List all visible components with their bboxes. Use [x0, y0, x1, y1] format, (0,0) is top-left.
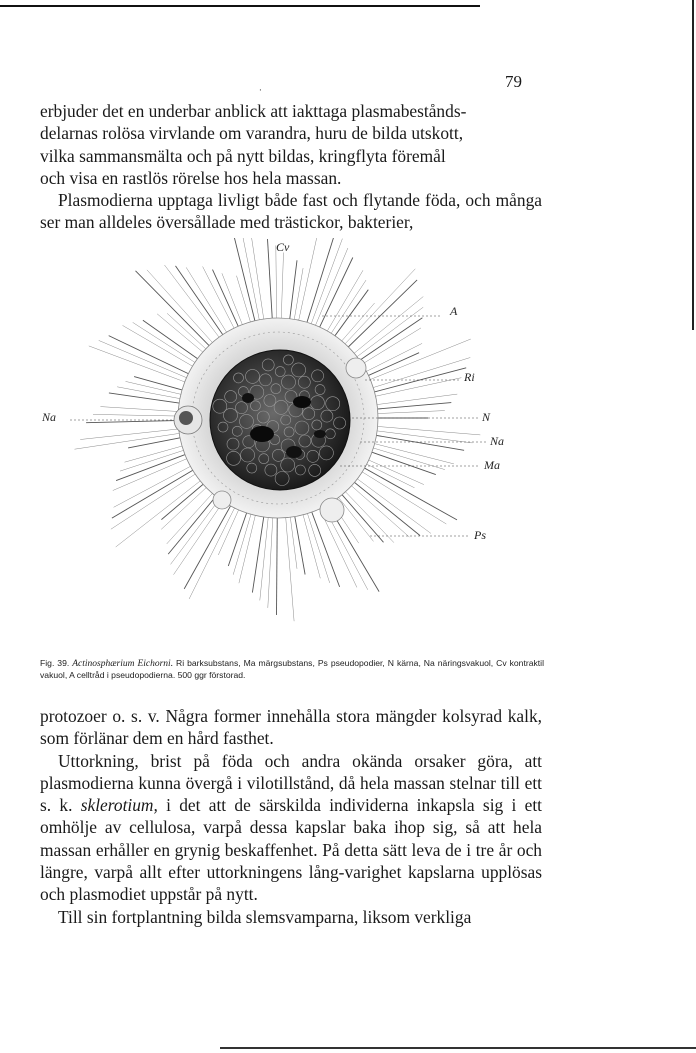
pseudopodium [340, 486, 394, 543]
text-line: vilka sammansmälta och på nytt bildas, kringflyta föremål [40, 145, 446, 166]
paragraph-text: Uttorkning, brist på föda och andra okända orsaker göra, att plasmodierna kunna övergå i vilotillstånd, då hela massan stelnar till ett s. k. [40, 750, 542, 816]
pseudopodium [213, 270, 242, 334]
pseudopodium [147, 270, 218, 349]
label-ri: Ri [464, 370, 475, 384]
label-a: A [450, 304, 458, 318]
pseudopodium [80, 428, 186, 439]
bottom-edge-rule [220, 1047, 696, 1049]
nucleus [250, 426, 274, 442]
label-ps: Ps [474, 528, 486, 542]
paragraph-text: i det att de särskilda individerna inkapsla sig i ett omhölje av cellulosa, varpå dessa kapslar baka ihop sig, så att hela massan erhåller en grynig beskaffenhet. På detta sätt leva de i tre år och längre, varpå allt efter uttorkningens lång-varighet kapslarna upplösas och plasmodiet uppstår på nytt. [40, 795, 542, 905]
pseudopodium [370, 403, 452, 410]
pseudopodium [109, 393, 187, 404]
pseudopodium [327, 280, 366, 340]
pseudopodium [355, 468, 446, 524]
pseudopodium [358, 464, 457, 520]
stray-mark: · [259, 86, 262, 96]
pseudopodium [285, 510, 294, 622]
pseudopodium [316, 258, 353, 335]
pseudopodium [75, 432, 188, 449]
label-na-left: Na [42, 410, 57, 424]
pseudopodium [348, 297, 423, 359]
pseudopodium [293, 509, 305, 575]
pseudopodium [112, 466, 200, 518]
paragraph: Plasmodierna upptaga livligt både fast och flytande föda, och många ser man alldeles översållade med trästickor, bakterier, [40, 190, 542, 233]
pseudopodium [367, 442, 454, 464]
pseudopodium [218, 503, 242, 555]
pseudopodium [370, 426, 481, 435]
figure-actinosphaerium [40, 238, 550, 650]
pseudopodium [231, 238, 257, 329]
pseudopodium [364, 450, 435, 475]
text-line: erbjuder det en underbar anblick att iakttaga plasmabestånds- [40, 101, 467, 121]
pseudopodium [355, 328, 421, 368]
vacuole [213, 491, 231, 509]
pseudopodium [337, 489, 384, 543]
pseudopodium [133, 322, 202, 366]
pseudopodium [268, 510, 273, 608]
pseudopodium [366, 358, 471, 390]
pseudopodium [367, 368, 466, 394]
vacuole [346, 358, 366, 378]
nucleus [314, 430, 326, 438]
pseudopodium [241, 238, 261, 328]
pseudopodium [268, 239, 273, 326]
caption-species: Actinosphærium Eichorni. [72, 659, 174, 669]
label-ma: Ma [484, 458, 500, 472]
pseudopodium [128, 436, 188, 448]
pseudopodium [176, 266, 228, 341]
pseudopodium [161, 482, 212, 529]
pseudopodium [323, 270, 363, 338]
pseudopodium [89, 346, 192, 385]
nucleus [286, 446, 302, 458]
pseudopodium [276, 246, 277, 327]
nucleus [293, 396, 311, 408]
pseudopodium [289, 260, 297, 326]
right-edge-rule [692, 0, 694, 330]
pseudopodium [369, 394, 457, 406]
pseudopodium [252, 509, 265, 592]
pseudopodium [113, 456, 194, 491]
pseudopodium [340, 269, 416, 350]
pseudopodium [353, 318, 422, 365]
text-line: delarnas rolösa virvlande om varandra, huru de bilda utskott, [40, 123, 464, 144]
medulla-substance [210, 350, 350, 490]
pseudopodium [289, 509, 297, 569]
pseudopodium [368, 378, 462, 398]
pseudopodium [116, 452, 192, 481]
pseudopodium [312, 248, 348, 333]
pseudopodium [361, 457, 424, 485]
page-number: 79 [505, 72, 522, 91]
paragraph: Till sin fortplantning bilda slemsvamparna, liksom verkliga [58, 906, 472, 927]
italic-term: sklerotium, [80, 795, 158, 816]
pseudopodium [277, 510, 278, 615]
text-block-bottom [40, 705, 542, 928]
pseudopodium [143, 320, 204, 363]
pseudopodium [361, 353, 419, 379]
pseudopodium [222, 273, 245, 332]
pseudopodium [136, 271, 215, 352]
nucleus [242, 393, 254, 403]
top-rule [0, 5, 480, 7]
pseudopodium [348, 477, 420, 535]
actinosphaerium-illustration [40, 238, 550, 650]
text-line: och visa en rastlös rörelse hos hela massan. [40, 167, 342, 188]
vacuole [320, 498, 344, 522]
label-na-right: Na [490, 434, 505, 448]
paragraph [40, 750, 542, 906]
pseudopodium [167, 313, 212, 354]
label-n: N [482, 410, 491, 424]
pseudopodium [109, 336, 196, 378]
pseudopodium [100, 407, 186, 412]
pseudopodium [363, 339, 471, 383]
text-block-top [40, 100, 542, 234]
label-cv: Cv [276, 240, 290, 254]
paragraph: protozoer o. s. v. Några former innehålla stora mängder kolsyrad kalk, som förlänar dem en hård fasthet. [40, 706, 542, 749]
pseudopodium [203, 267, 238, 336]
pseudopodium [346, 481, 410, 538]
caption-text: Ri barksubstans, Ma märgsubstans, Ps pseudopodier, N kärna, Na näringsvakuol, Cv kontraktil vakuol, A celltråd i pseudopodierna. 500 ggr förstorad. [40, 658, 544, 680]
pseudopodium [165, 265, 224, 344]
pseudopodium [281, 253, 284, 327]
pseudopodium [120, 448, 191, 471]
caption-prefix: Fig. 39. [40, 658, 70, 668]
pseudopodium [116, 476, 207, 547]
pseudopodium [86, 420, 186, 422]
pseudopodium [293, 268, 303, 327]
pseudopodium [370, 411, 445, 414]
pseudopodium [93, 414, 186, 416]
vacuole-inner [179, 411, 193, 425]
pseudopodium [260, 510, 269, 601]
figure-caption [40, 658, 544, 681]
